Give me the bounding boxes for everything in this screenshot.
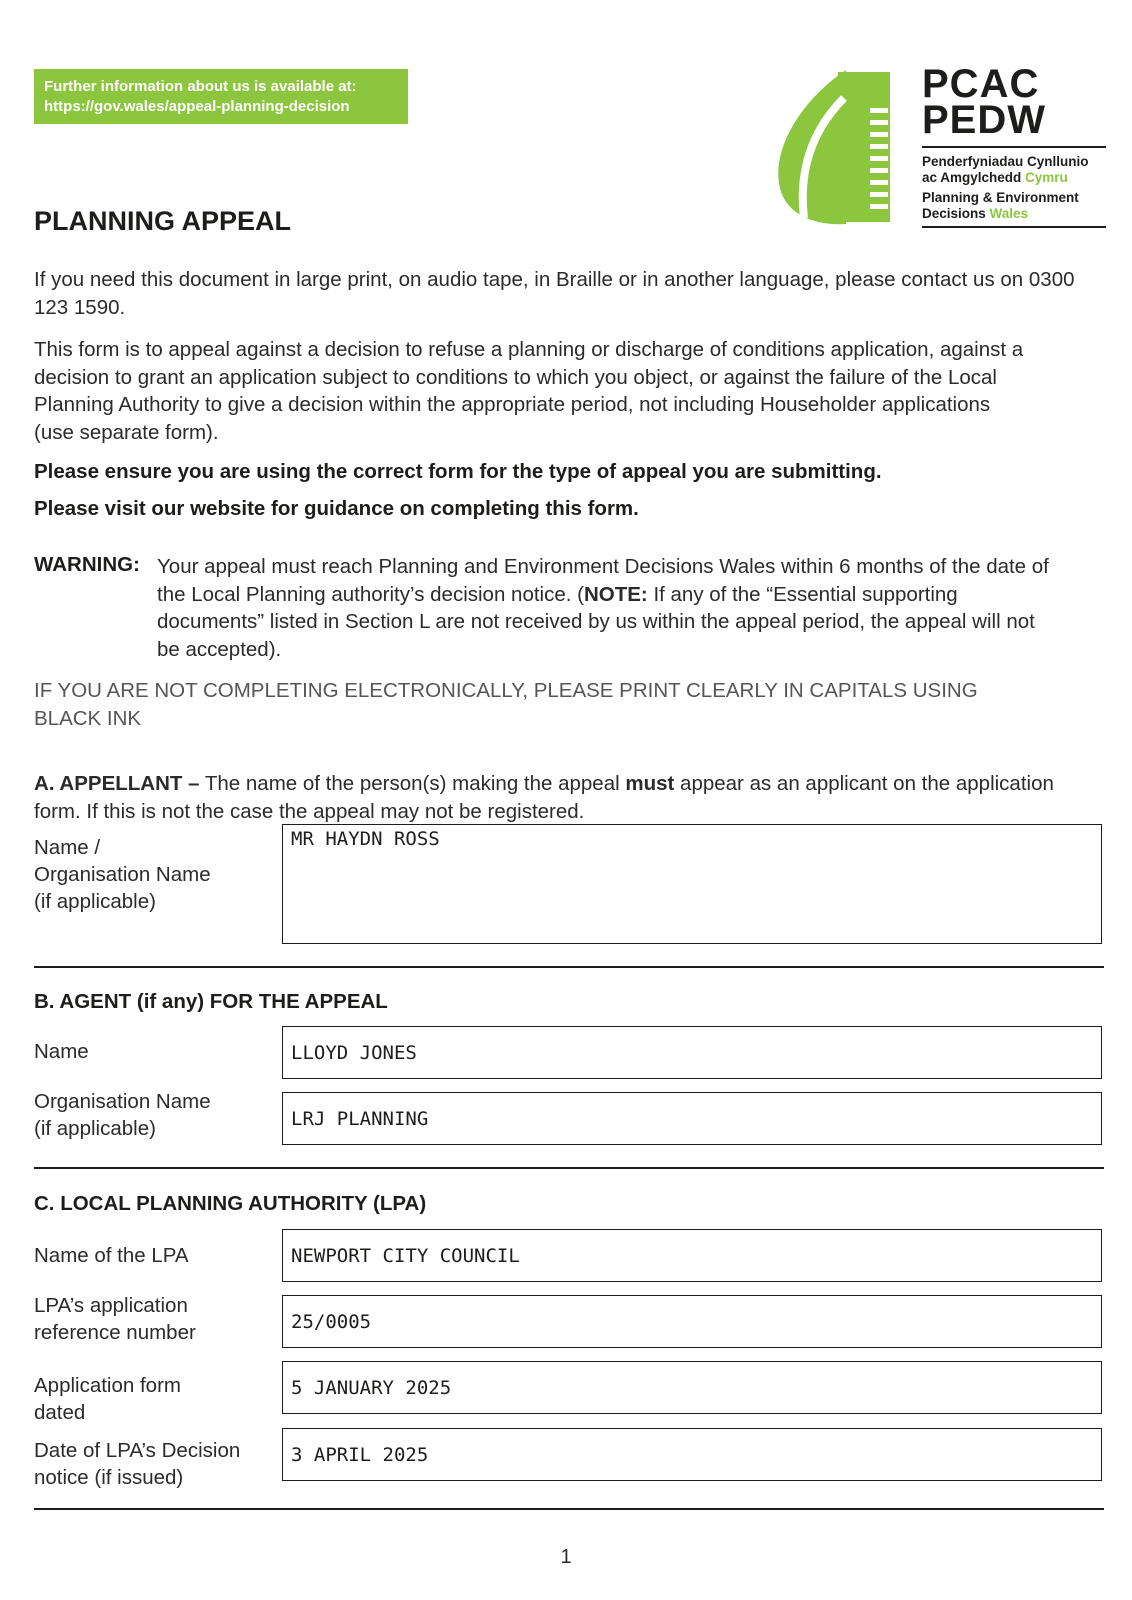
warning-note-label: NOTE: — [583, 582, 648, 606]
section-a-intro — [34, 770, 1104, 825]
lpa-ref-label-1: LPA’s application — [34, 1294, 188, 1317]
logo-pedw: PEDW — [922, 98, 1046, 142]
appellant-label-1: Name / — [34, 836, 101, 859]
purpose-paragraph: This form is to appeal against a decision to refuse a planning or discharge of conditions application, against a decision to grant an application subject to conditions to which you object, or against the failure of the Local Planning Authority to give a decision within the appropriate period, not including Householder applications (use separate form). — [34, 338, 1024, 444]
divider — [34, 1508, 1104, 1510]
agent-org-label-2: (if applicable) — [34, 1117, 156, 1140]
lpa-ref-label — [34, 1292, 196, 1346]
appellant-name-field[interactable]: MR HAYDN ROSS — [282, 824, 1102, 944]
agent-name-label: Name — [34, 1040, 89, 1063]
application-dated-field[interactable]: 5 JANUARY 2025 — [282, 1361, 1102, 1414]
warning-label: WARNING: — [34, 553, 140, 576]
lpa-ref-field[interactable]: 25/0005 — [282, 1295, 1102, 1348]
section-a-text-a: The name of the person(s) making the appeal — [199, 772, 626, 795]
agent-org-label-1: Organisation Name — [34, 1090, 211, 1113]
divider — [34, 1167, 1104, 1169]
warning-text — [157, 553, 1057, 663]
lpa-name-label: Name of the LPA — [34, 1244, 189, 1267]
appellant-name-label — [34, 834, 211, 915]
appellant-label-2: Organisation Name — [34, 863, 211, 886]
application-dated-label-2: dated — [34, 1401, 86, 1424]
agent-org-label — [34, 1088, 211, 1142]
divider — [34, 966, 1104, 968]
warning-text-a: Your appeal must reach Planning and Environment Decisions Wales within 6 months of the date of the Local Planning authority’s decision notice. ( — [157, 555, 1049, 606]
logo-welsh-2b: Cymru — [1025, 170, 1068, 185]
logo-english-2b: Wales — [989, 206, 1029, 221]
guidance-notice: Please visit our website for guidance on completing this form. — [34, 497, 639, 520]
pcac-pedw-logo — [774, 62, 1104, 231]
lpa-name-field[interactable]: NEWPORT CITY COUNCIL — [282, 1229, 1102, 1282]
warning-text-b: If any of the “Essential supporting documents” listed in Section L are not received by us within the appeal period, the appeal will not be accepted). — [157, 582, 1035, 661]
section-b-heading: B. AGENT (if any) FOR THE APPEAL — [34, 990, 388, 1013]
section-a-heading: A. APPELLANT – — [34, 772, 200, 795]
decision-date-field[interactable]: 3 APRIL 2025 — [282, 1428, 1102, 1481]
decision-date-label-2: notice (if issued) — [34, 1466, 184, 1489]
logo-english-2a: Decisions — [922, 206, 990, 221]
page-number: 1 — [560, 1546, 572, 1568]
leaf-building-icon — [774, 68, 914, 230]
logo-welsh-1: Penderfyniadau Cynllunio — [922, 154, 1089, 169]
decision-date-label — [34, 1437, 240, 1491]
logo-welsh-2a: ac Amgylchedd — [922, 170, 1026, 185]
capitals-notice: IF YOU ARE NOT COMPLETING ELECTRONICALLY, PLEASE PRINT CLEARLY IN CAPITALS USING BLACK INK — [34, 679, 978, 730]
logo-english-1: Planning & Environment — [922, 190, 1079, 205]
appellant-label-3: (if applicable) — [34, 890, 156, 913]
section-c-heading: C. LOCAL PLANNING AUTHORITY (LPA) — [34, 1192, 427, 1215]
page-title: PLANNING APPEAL — [34, 206, 292, 236]
logo-pcac: PCAC — [922, 62, 1040, 106]
decision-date-label-1: Date of LPA’s Decision — [34, 1439, 241, 1462]
info-banner — [34, 69, 408, 124]
section-a-text-b: appear as an applicant on the application form. If this is not the case the appeal may not be registered. — [34, 772, 1054, 823]
agent-org-field[interactable]: LRJ PLANNING — [282, 1092, 1102, 1145]
ensure-notice: Please ensure you are using the correct form for the type of appeal you are submitting. — [34, 460, 882, 483]
info-url[interactable]: https://gov.wales/appeal-planning-decision — [44, 98, 350, 115]
agent-name-field[interactable]: LLOYD JONES — [282, 1026, 1102, 1079]
section-a-must: must — [625, 772, 675, 795]
info-line-1: Further information about us is available at: — [44, 78, 357, 95]
accessibility-paragraph: If you need this document in large print, on audio tape, in Braille or in another language, please contact us on 0300 123 1590. — [34, 268, 1075, 319]
application-dated-label — [34, 1372, 181, 1426]
application-dated-label-1: Application form — [34, 1374, 181, 1397]
lpa-ref-label-2: reference number — [34, 1321, 196, 1344]
